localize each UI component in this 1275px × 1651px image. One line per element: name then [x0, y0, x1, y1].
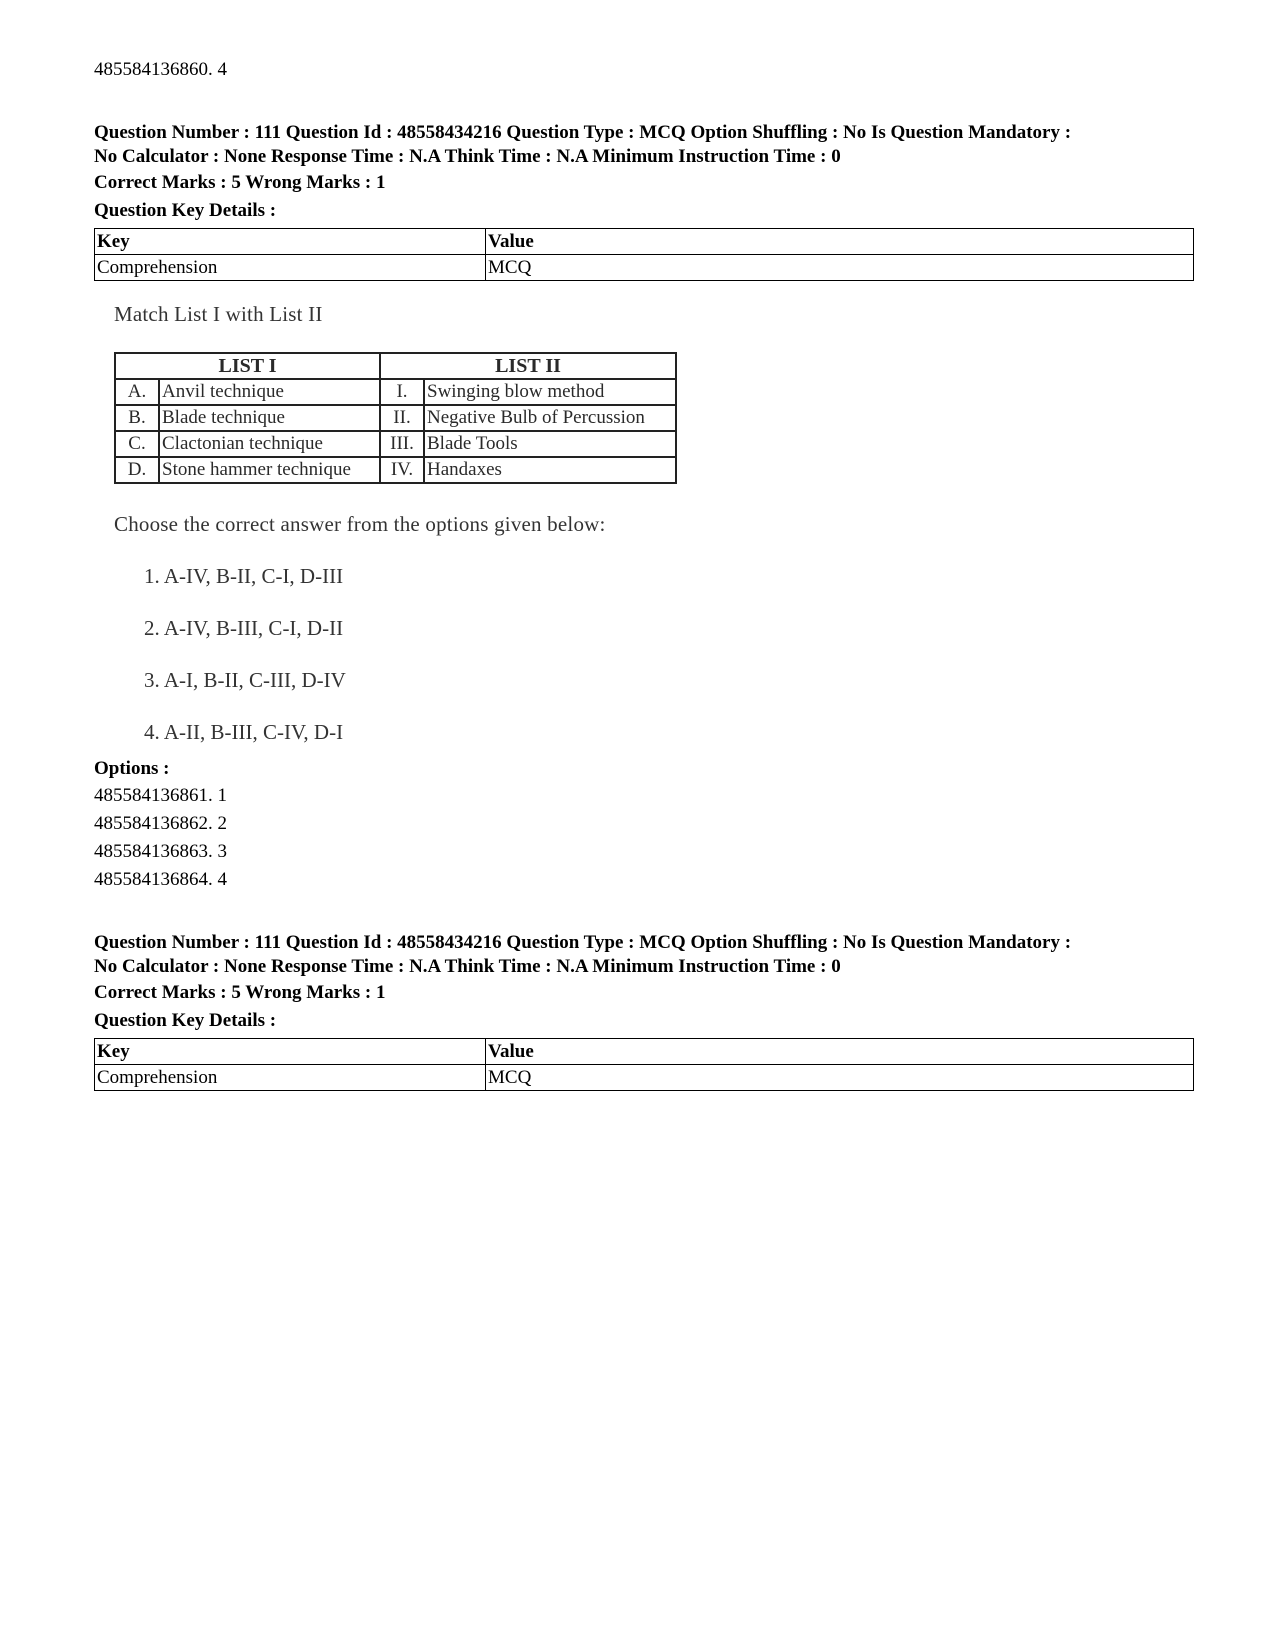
- list-two-numeral: I.: [380, 379, 424, 405]
- list-two-numeral: II.: [380, 405, 424, 431]
- table-row: [95, 255, 1194, 281]
- list-two-item: Blade Tools: [424, 431, 676, 457]
- list-two-item: Negative Bulb of Percussion: [424, 405, 676, 431]
- match-table-row: [115, 431, 676, 457]
- table-header-row: [95, 229, 1194, 255]
- list-one-letter: C.: [115, 431, 159, 457]
- option-item: 485584136861. 1: [94, 785, 227, 806]
- match-table-row: [115, 457, 676, 483]
- list-one-letter: A.: [115, 379, 159, 405]
- key-details-label: Question Key Details :: [94, 1010, 277, 1031]
- answer-choice: 1. A-IV, B-II, C-I, D-III: [144, 564, 344, 588]
- choose-instruction: Choose the correct answer from the options given below:: [114, 512, 606, 536]
- match-table-row: [115, 405, 676, 431]
- list-one-item: Clactonian technique: [159, 431, 380, 457]
- marks-line: Correct Marks : 5 Wrong Marks : 1: [94, 982, 386, 1003]
- question-meta-line-2: No Calculator : None Response Time : N.A Think Time : N.A Minimum Instruction Time : 0: [94, 956, 841, 977]
- match-list-table: [114, 352, 677, 484]
- option-item: 485584136862. 2: [94, 813, 227, 834]
- question-meta-line-1: Question Number : 111 Question Id : 48558434216 Question Type : MCQ Option Shuffling : No Is Question Mandatory :: [94, 932, 1072, 953]
- question-intro: Match List I with List II: [114, 302, 323, 326]
- match-table-row: [115, 379, 676, 405]
- table-cell-key: Comprehension: [95, 1065, 486, 1091]
- table-header-value: Value: [486, 229, 1194, 255]
- previous-option: 485584136860. 4: [94, 59, 227, 80]
- options-label: Options :: [94, 758, 170, 779]
- table-cell-key: Comprehension: [95, 255, 486, 281]
- key-details-table: [94, 228, 1194, 281]
- list-two-header: LIST II: [380, 353, 676, 379]
- table-row: [95, 1065, 1194, 1091]
- list-one-header: LIST I: [115, 353, 380, 379]
- option-item: 485584136864. 4: [94, 869, 227, 890]
- question-meta-line-2: No Calculator : None Response Time : N.A Think Time : N.A Minimum Instruction Time : 0: [94, 146, 841, 167]
- list-two-numeral: III.: [380, 431, 424, 457]
- question-body: [94, 302, 1194, 744]
- table-header-key: Key: [95, 229, 486, 255]
- match-table-header-row: [115, 353, 676, 379]
- marks-line: Correct Marks : 5 Wrong Marks : 1: [94, 172, 386, 193]
- list-two-numeral: IV.: [380, 457, 424, 483]
- table-cell-value: MCQ: [486, 1065, 1194, 1091]
- key-details-table: [94, 1038, 1194, 1091]
- answer-choice: 4. A-II, B-III, C-IV, D-I: [144, 720, 344, 744]
- table-header-value: Value: [486, 1039, 1194, 1065]
- list-one-letter: B.: [115, 405, 159, 431]
- options-list: [94, 785, 1194, 897]
- question-meta-line-1: Question Number : 111 Question Id : 48558434216 Question Type : MCQ Option Shuffling : No Is Question Mandatory :: [94, 122, 1072, 143]
- list-one-item: Stone hammer technique: [159, 457, 380, 483]
- table-header-key: Key: [95, 1039, 486, 1065]
- question-header-1: [94, 121, 1194, 169]
- list-one-letter: D.: [115, 457, 159, 483]
- list-two-item: Handaxes: [424, 457, 676, 483]
- key-details-label: Question Key Details :: [94, 200, 277, 221]
- list-two-item: Swinging blow method: [424, 379, 676, 405]
- question-header-2: [94, 931, 1194, 979]
- answer-choice: 3. A-I, B-II, C-III, D-IV: [144, 668, 346, 692]
- list-one-item: Blade technique: [159, 405, 380, 431]
- answer-choice: 2. A-IV, B-III, C-I, D-II: [144, 616, 344, 640]
- table-cell-value: MCQ: [486, 255, 1194, 281]
- option-item: 485584136863. 3: [94, 841, 227, 862]
- table-header-row: [95, 1039, 1194, 1065]
- list-one-item: Anvil technique: [159, 379, 380, 405]
